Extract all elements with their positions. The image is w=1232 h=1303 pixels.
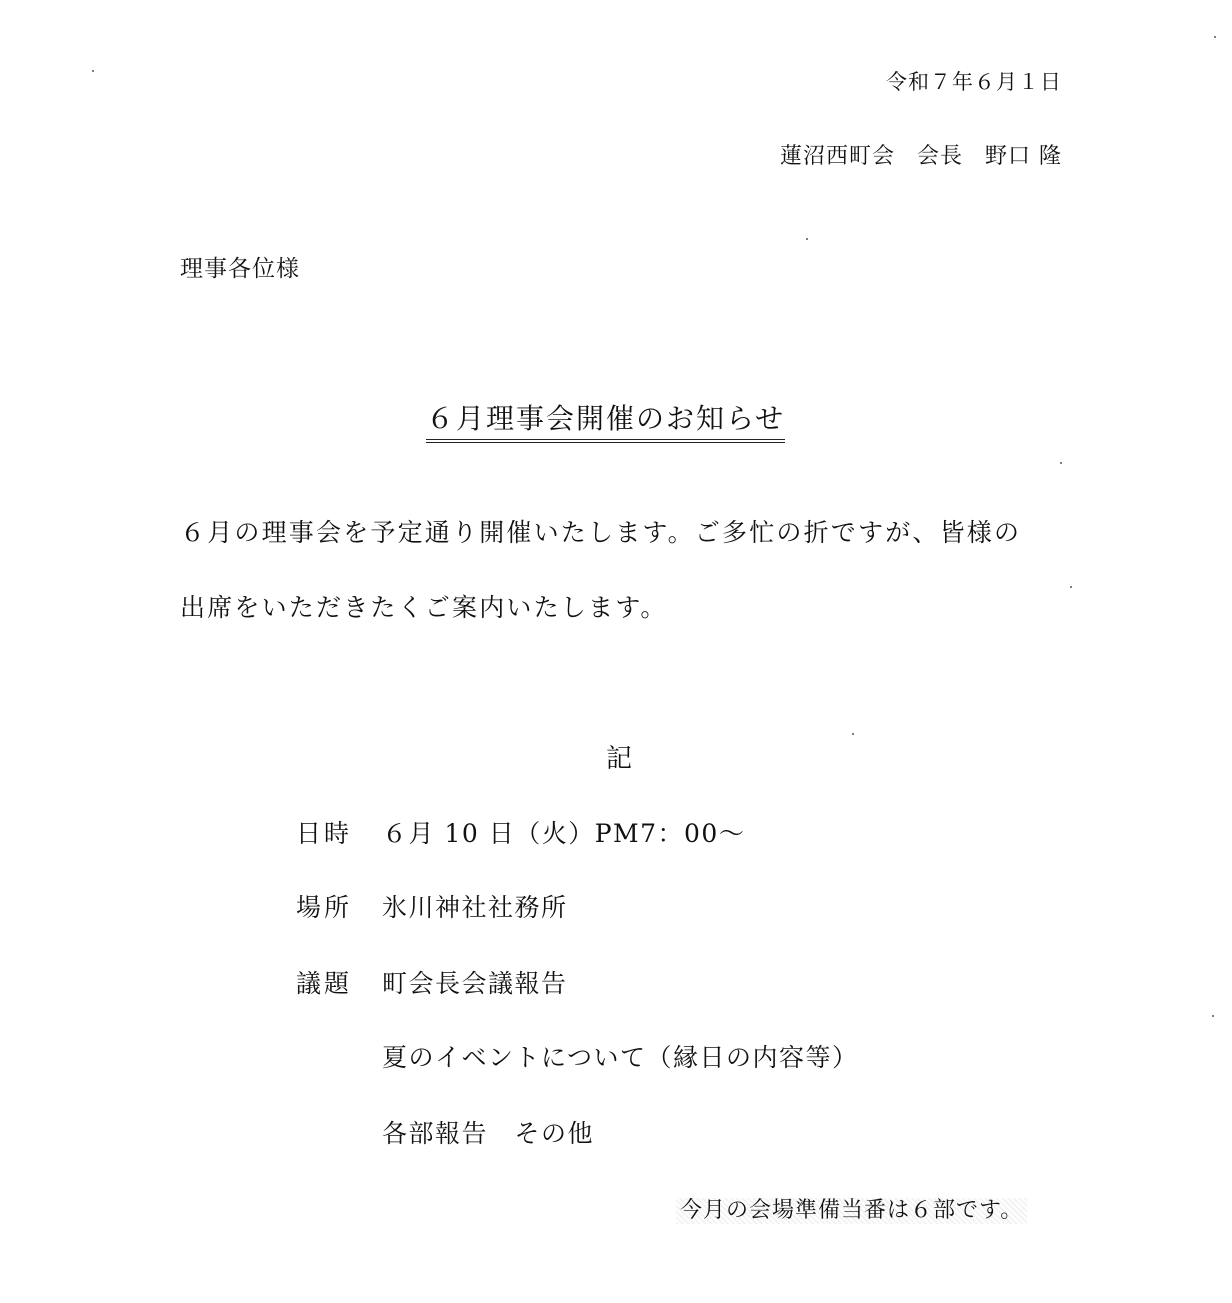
datetime-label: 日時 — [296, 819, 353, 848]
addressee: 理事各位様 — [180, 256, 300, 282]
sender-organization: 蓮沼西町会 — [779, 144, 895, 169]
sender-role: 会長 — [916, 144, 963, 169]
sender-line — [780, 146, 1062, 168]
ki-heading: 記 — [606, 744, 633, 774]
scan-speck — [1070, 586, 1072, 588]
agenda-item: 各部報告 その他 — [382, 1119, 595, 1148]
agenda-item: 町会長会議報告 — [382, 969, 568, 998]
scan-speck — [852, 733, 854, 735]
agenda-label: 議題 — [296, 969, 353, 998]
sender-name: 野口 隆 — [985, 144, 1062, 169]
scan-speck — [1212, 1015, 1214, 1017]
agenda-item: 夏のイベントについて（縁日の内容等） — [382, 1043, 859, 1072]
datetime-value: ６月 10 日（火）PM7：00～ — [382, 819, 746, 848]
scan-speck — [1214, 36, 1216, 38]
scan-speck — [92, 70, 94, 72]
body-paragraph-line-1: ６月の理事会を予定通り開催いたします。ご多忙の折ですが、皆様の — [180, 518, 1022, 547]
document-date: 令和７年６月１日 — [886, 70, 1062, 94]
body-paragraph-line-2: 出席をいただきたくご案内いたします。 — [180, 593, 668, 622]
footer-note: 今月の会場準備当番は６部です。 — [676, 1198, 1027, 1224]
place-label: 場所 — [296, 893, 353, 922]
document-title: ６月理事会開催のお知らせ — [426, 405, 785, 443]
place-value: 氷川神社社務所 — [382, 893, 568, 922]
scan-speck — [806, 238, 808, 240]
scan-speck — [1060, 462, 1062, 464]
